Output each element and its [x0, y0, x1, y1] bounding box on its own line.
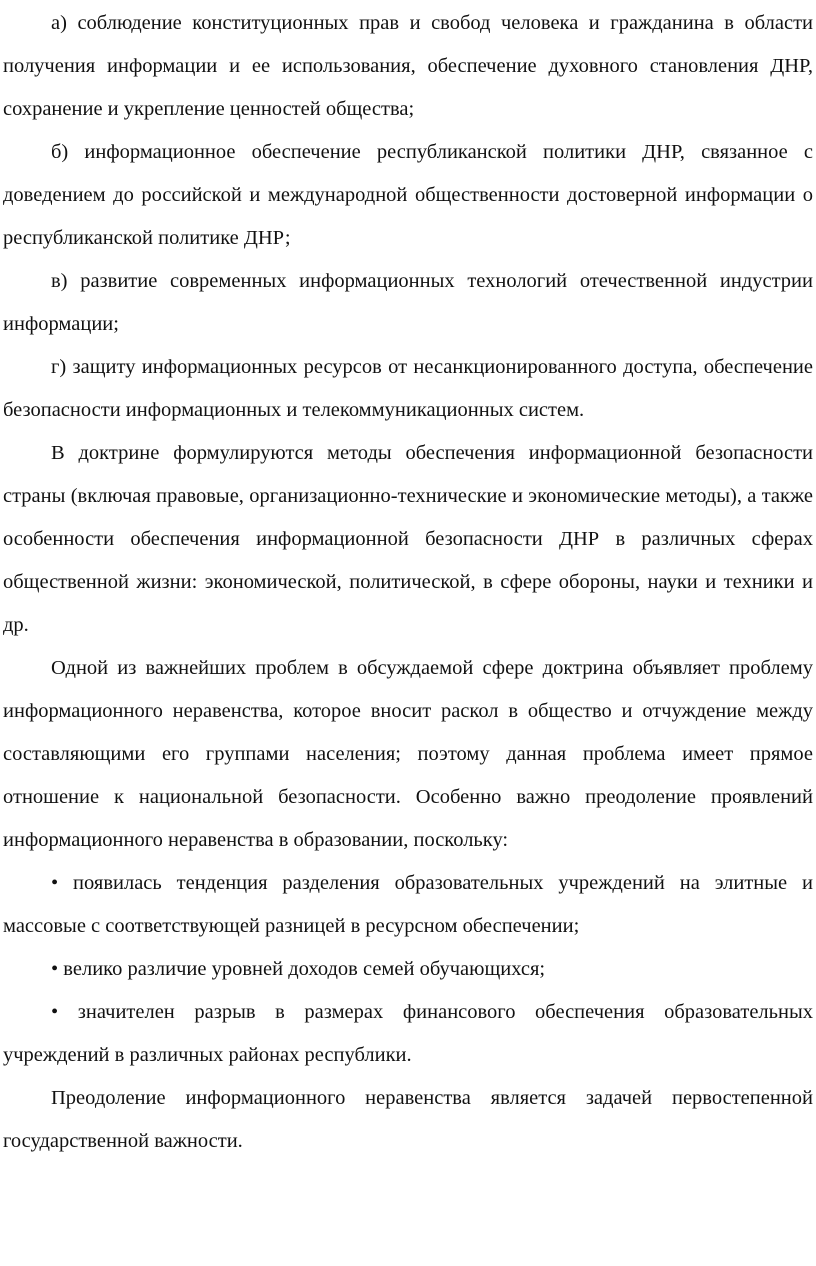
- paragraph-doctrine-methods: В доктрине формулируются методы обеспечения информационной безопасности страны (включая правовые, организационно-технические и экономические методы), а также особенности обеспечения информационной безопасности ДНР в различных сферах общественной жизни: экономической, политической, в сфере обороны, науки и техники и др.: [3, 442, 813, 636]
- paragraph-information-inequality: Одной из важнейших проблем в обсуждаемой сфере доктрина объявляет проблему информационного неравенства, которое вносит раскол в общество и отчуждение между составляющими его группами населения; поэтому данная проблема имеет прямое отношение к национальной безопасности. Особенно важно преодоление проявлений информационного неравенства в образовании, поскольку:: [3, 657, 813, 851]
- paragraph-conclusion: Преодоление информационного неравенства является задачей первостепенной государственной важности.: [3, 1087, 813, 1152]
- paragraph-policy: б) информационное обеспечение республиканской политики ДНР, связанное с доведением до российской и международной общественности достоверной информации о республиканской политике ДНР;: [3, 141, 813, 249]
- bullet-funding-gap: • значителен разрыв в размерах финансового обеспечения образовательных учреждений в различных районах республики.: [3, 1001, 813, 1066]
- paragraph-technologies: в) развитие современных информационных технологий отечественной индустрии информации;: [3, 270, 813, 335]
- bullet-elite-institutions: • появилась тенденция разделения образовательных учреждений на элитные и массовые с соответствующей разницей в ресурсном обеспечении;: [3, 872, 813, 937]
- bullet-family-income: • велико различие уровней доходов семей обучающихся;: [51, 958, 546, 980]
- paragraph-rights: а) соблюдение конституционных прав и свобод человека и гражданина в области получения информации и ее использования, обеспечение духовного становления ДНР, сохранение и укрепление ценностей общества;: [3, 12, 813, 120]
- paragraph-protection: г) защиту информационных ресурсов от несанкционированного доступа, обеспечение безопасности информационных и телекоммуникационных систем.: [3, 356, 813, 421]
